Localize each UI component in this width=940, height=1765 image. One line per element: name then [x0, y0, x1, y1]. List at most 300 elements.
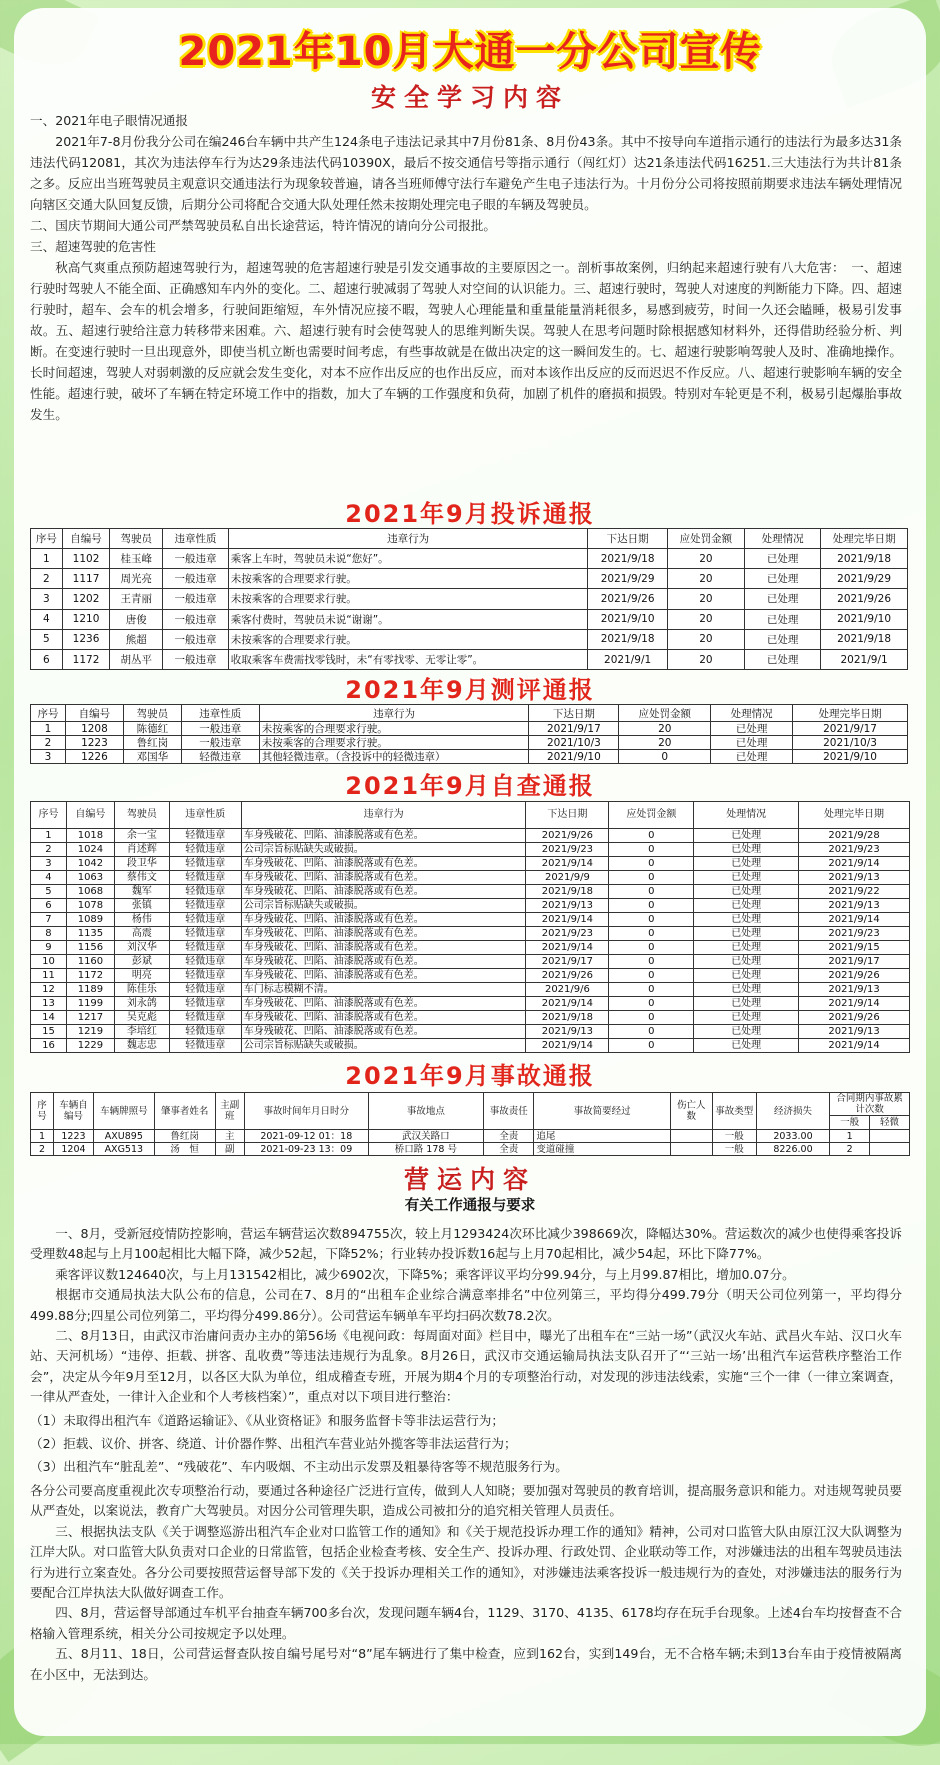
- table-cell: 0: [609, 829, 694, 843]
- table-cell: 2021/9/10: [588, 609, 667, 629]
- table-cell: 轻微违章: [169, 899, 241, 913]
- table-cell: 已处理: [694, 941, 799, 955]
- column-header: 下达日期: [526, 802, 609, 829]
- table-cell: 车身残破花、凹陷、油漆脱落或有色差。: [241, 997, 526, 1011]
- column-header: 下达日期: [529, 705, 619, 722]
- column-header: 事故地点: [368, 1093, 483, 1130]
- column-header: 驾驶员: [123, 705, 181, 722]
- table-cell: 鲁红岗: [123, 736, 181, 750]
- selfcheck-body: [31, 829, 910, 1053]
- table-cell: 高震: [114, 927, 169, 941]
- column-header: 处理情况: [711, 705, 793, 722]
- table-cell: 轻微违章: [169, 829, 241, 843]
- table-cell: 1042: [66, 857, 114, 871]
- table-row: [31, 955, 910, 969]
- operations-paragraph: 各分公司要高度重视此次专项整治行动，要通过各种途径广泛进行宣传，做到人人知晓；要加强对驾驶员的教育培训，提高服务意识和能力。对违规驾驶员要从严查处，以案说法，教育广大驾驶员。对因分公司管理失职，造成公司被扣分的追究相关管理人员责任。: [30, 1482, 902, 1519]
- table-cell: 收取乘客车费需找零钱时，未“有零找零、无零让零”。: [228, 649, 588, 669]
- table-cell: 已处理: [711, 750, 793, 764]
- table-cell: 1172: [62, 649, 110, 669]
- table-cell: 20: [667, 589, 744, 609]
- table-cell: 车身残破花、凹陷、油漆脱落或有色差。: [241, 941, 526, 955]
- complaints-body: [31, 549, 908, 670]
- table-cell: 张镇: [114, 899, 169, 913]
- table-cell: 1223: [54, 1130, 94, 1143]
- column-header: 违章性质: [181, 705, 259, 722]
- table-cell: 未按乘客的合理要求行驶。: [259, 736, 529, 750]
- table-cell: 桥口路 178 号: [368, 1143, 483, 1156]
- table-cell: 乘客上车时，驾驶员未说“您好”。: [228, 549, 588, 569]
- table-cell: 2021/9/14: [799, 1039, 910, 1053]
- safety-paragraph: 2021年7-8月份我分公司在编246台车辆中共产生124条电子违法记录其中7月份81条、8月份43条。其中不按导向车道指示通行的违法行为最多达31条违法代码12081，其次为违法停车行为达29条违法代码10390X，最后不按交通信号等指示通行（闯红灯）达21条违法代码16251.三大违法行为共计81条之多。反应出当班驾驶员主观意识交通违法行为现象较普遍，请各当班师傅守法行车避免产生电子违法行为。十月份分公司将按照前期要求违法车辆处理情况向辖区交通大队回复反馈，后期分公司将配合交通大队处理任然未按期处理完电子眼的车辆及驾驶员。: [30, 134, 902, 212]
- table-cell: 2021/9/6: [526, 983, 609, 997]
- table-cell: 轻微违章: [169, 997, 241, 1011]
- table-cell: 2021/9/13: [526, 899, 609, 913]
- table-cell: 蔡伟文: [114, 871, 169, 885]
- table-cell: 已处理: [745, 609, 821, 629]
- column-header: 事故时间年月日时分: [244, 1093, 368, 1130]
- table-cell: 2021/9/17: [529, 722, 619, 736]
- table-cell: 2021/9/18: [526, 1011, 609, 1025]
- table-cell: 已处理: [694, 913, 799, 927]
- table-cell: 4: [31, 871, 67, 885]
- table-cell: 2021/9/29: [821, 569, 908, 589]
- table-cell: 0: [619, 750, 711, 764]
- table-cell: 已处理: [694, 871, 799, 885]
- table-cell: 已处理: [694, 955, 799, 969]
- operations-paragraph: （2）拒载、议价、拼客、绕道、计价器作弊、出租汽车营业站外揽客等非法运营行为；: [30, 1436, 517, 1452]
- column-header: 序号: [31, 1093, 54, 1130]
- table-cell: 1068: [66, 885, 114, 899]
- table-cell: 车身残破花、凹陷、油漆脱落或有色差。: [241, 913, 526, 927]
- table-cell: 2021/9/17: [799, 955, 910, 969]
- table-cell: 轻微违章: [169, 913, 241, 927]
- table-cell: 2: [830, 1143, 870, 1156]
- table-row: [31, 969, 910, 983]
- table-cell: 已处理: [745, 629, 821, 649]
- table-cell: 2021/9/18: [588, 629, 667, 649]
- column-header: 违章性质: [163, 529, 229, 549]
- table-cell: 1135: [66, 927, 114, 941]
- table-cell: 2021/9/17: [793, 722, 908, 736]
- table-cell: 其他轻微违章。（含投诉中的轻微违章）: [259, 750, 529, 764]
- table-row: [31, 1011, 910, 1025]
- table-cell: 3: [31, 750, 66, 764]
- table-row: [31, 750, 908, 764]
- table-cell: 轻微违章: [169, 941, 241, 955]
- table-cell: 已处理: [745, 649, 821, 669]
- table-cell: 20: [619, 736, 711, 750]
- table-cell: 5: [31, 885, 67, 899]
- table-cell: 20: [619, 722, 711, 736]
- table-cell: 已处理: [694, 843, 799, 857]
- table-cell: 0: [609, 941, 694, 955]
- table-cell: 全责: [484, 1130, 534, 1143]
- table-cell: 全责: [484, 1143, 534, 1156]
- table-cell: 杨伟: [114, 913, 169, 927]
- table-cell: 已处理: [711, 722, 793, 736]
- table-row: [31, 569, 908, 589]
- complaints-table: [30, 528, 908, 670]
- column-header: 自编号: [65, 705, 123, 722]
- safety-paragraph: 二、国庆节期间大通公司严禁驾驶员私自出长途营运，特许情况的请向分公司报批。: [30, 218, 496, 233]
- operations-paragraph: 根据市交通局执法大队公布的信息，公司在7、8月的“出租车企业综合满意率排名”中位列第三，平均得分499.79分（明天公司位列第一，平均得分499.88分;四星公司位列第二，平均得分499.86分）。公司营运车辆单车平均扫码次数78.2次。: [30, 1287, 902, 1323]
- column-header: 事故类型: [712, 1093, 756, 1130]
- table-cell: 2021/9/1: [821, 649, 908, 669]
- column-header: 经济损失: [756, 1093, 829, 1130]
- column-header: 序号: [31, 529, 63, 549]
- table-cell: 10: [31, 955, 67, 969]
- table-cell: 车身残破花、凹陷、油漆脱落或有色差。: [241, 829, 526, 843]
- table-cell: 1117: [62, 569, 110, 589]
- table-cell: 11: [31, 969, 67, 983]
- table-cell: 轻微违章: [169, 955, 241, 969]
- table-cell: 0: [609, 899, 694, 913]
- table-cell: 2021/9/10: [529, 750, 619, 764]
- table-cell: 20: [667, 629, 744, 649]
- table-cell: 2021/9/1: [588, 649, 667, 669]
- operations-paragraph: 一、8月，受新冠疫情防控影响，营运车辆营运次数894755次，较上月1293424次环比减少398669次，降幅达30%。营运数次的减少也使得乘客投诉受理数48起与上月100起相比大幅下降，减少52起，下降52%；行业转办投诉数16起与上月70起相比，减少54起，环比下降77%。: [30, 1226, 902, 1262]
- column-header: 车辆自编号: [54, 1093, 94, 1130]
- table-row: [31, 913, 910, 927]
- column-header: 伤亡人数: [670, 1093, 712, 1130]
- table-cell: 2021/9/13: [799, 983, 910, 997]
- table-cell: 车身残破花、凹陷、油漆脱落或有色差。: [241, 885, 526, 899]
- table-cell: 9: [31, 941, 67, 955]
- table-cell: 轻微违章: [169, 969, 241, 983]
- table-cell: 未按乘客的合理要求行驶。: [259, 722, 529, 736]
- table-cell: 已处理: [694, 983, 799, 997]
- table-cell: 20: [667, 609, 744, 629]
- column-header: 车辆牌照号: [93, 1093, 154, 1130]
- table-cell: 2021/9/10: [821, 609, 908, 629]
- operations-subtitle: 有关工作通报与要求: [404, 1198, 536, 1214]
- table-cell: 1236: [62, 629, 110, 649]
- table-cell: 1: [31, 1130, 54, 1143]
- table-header-row: [31, 705, 908, 722]
- column-header: 处理完毕日期: [799, 802, 910, 829]
- operations-paragraph: 二、8月13日，由武汉市治庸问责办主办的第56场《电视问政：每周面对面》栏目中，曝光了出租车在“三站一场”（武汉火车站、武昌火车站、汉口火车站、天河机场）“违停、拒载、拼客、乱收费”等违法违规行为乱象。8月26日，武汉市交通运输局执法支队召开了“‘三站一场’出租汽车运营秩序整治工作会”，决定从今年9月至12月，以各区大队为单位，组成稽查专班，开展为期4个月的专项整治行动，对发现的涉违法线索，实施“三个一律（一律立案调查，一律从严查处，一律计入企业和个人考核档案）”，重点对以下项目进行整治：: [30, 1328, 902, 1405]
- operations-paragraph: （1）未取得出租汽车《道路运输证》、《从业资格证》和服务监督卡等非法运营行为；: [30, 1412, 504, 1428]
- table-cell: 轻微违章: [169, 885, 241, 899]
- table-cell: 2021/9/26: [588, 589, 667, 609]
- table-cell: 武汉关路口: [368, 1130, 483, 1143]
- table-cell: 胡丛平: [110, 649, 163, 669]
- table-cell: 已处理: [694, 927, 799, 941]
- table-cell: 2021/10/3: [529, 736, 619, 750]
- table-row: [31, 1130, 910, 1143]
- table-cell: 2: [31, 736, 66, 750]
- table-cell: 8: [31, 927, 67, 941]
- table-cell: 2021/9/26: [799, 1011, 910, 1025]
- table-row: [31, 1039, 910, 1053]
- table-cell: 1156: [66, 941, 114, 955]
- table-cell: 0: [609, 1025, 694, 1039]
- column-header: 事故责任: [484, 1093, 534, 1130]
- table-cell: 车身残破花、凹陷、油漆脱落或有色差。: [241, 969, 526, 983]
- operations-paragraph: 四、8月，营运督导部通过车机平台抽查车辆700多台次，发现问题车辆4台，1129、3170、4135、6178均存在玩手台现象。上述4台车均按督查不合格输入管理系统，相关分公司按规定予以处理。: [30, 1605, 902, 1641]
- table-cell: 0: [609, 1011, 694, 1025]
- table-cell: 陈佳乐: [114, 983, 169, 997]
- column-header: 肇事者姓名: [154, 1093, 215, 1130]
- accidents-body: [31, 1130, 910, 1156]
- table-cell: 公司宗旨标贴缺失或破损。: [241, 1039, 526, 1053]
- table-row: [31, 829, 910, 843]
- safety-paragraph: 秋高气爽重点预防超速驾驶行为，超速驾驶的危害超速行驶是引发交通事故的主要原因之一。剖析事故案例，归纳起来超速行驶有八大危害： 一、超速行驶时驾驶人不能全面、正确感知车内外的变化。二、超速行驶减弱了驾驶人对空间的认识能力。三、超速行驶时，驾驶人对速度的判断能力下降。四、超速行驶时，超车、会车的机会增多，行驶间距缩短，车外情况应接不暇，驾驶人心理能量和重量能量消耗很多，易感到疲劳，时间一久还会瞌睡，极易引发事故。五、超速行驶给注意力转移带来困难。六、超速行驶有时会使驾驶人的思维判断失误。驾驶人在思考问题时除根据感知材料外，还得借助经验分析、判断。在变速行驶时一旦出现意外，即使当机立断也需要时间考虑，有些事故就是在做出决定的这一瞬间发生的。七、超速行驶影响驾驶人及时、准确地操作。长时间超速，驾驶人对弱刺激的反应就会发生变化，对本不应作出反应的也作出反应，而对本该作出反应的反而迟迟不作反应。八、超速行驶影响车辆的安全性能。超速行驶，破坏了车辆在特定环境工作中的指数，加大了车辆的工作强度和负荷，加剧了机件的磨损和损毁。特别对车轮更是不利，极易引起爆胎事故发生。: [30, 260, 902, 422]
- column-header: 主副班: [215, 1093, 244, 1130]
- table-header-row: [31, 802, 910, 829]
- table-cell: 鲁红岗: [154, 1130, 215, 1143]
- table-cell: 2021/9/13: [799, 871, 910, 885]
- table-cell: 2021/9/14: [526, 913, 609, 927]
- table-cell: 未按乘客的合理要求行驶。: [228, 629, 588, 649]
- table-row: [31, 609, 908, 629]
- table-cell: [870, 1130, 910, 1143]
- safety-paragraph: 三、超速驾驶的危害性: [30, 239, 156, 254]
- table-cell: 魏志忠: [114, 1039, 169, 1053]
- table-cell: 7: [31, 913, 67, 927]
- table-cell: 2021/9/17: [526, 955, 609, 969]
- table-cell: 1: [31, 549, 63, 569]
- table-cell: [670, 1130, 712, 1143]
- table-cell: [870, 1143, 910, 1156]
- table-cell: 轻微违章: [169, 1039, 241, 1053]
- table-cell: 一般违章: [181, 722, 259, 736]
- table-cell: 2021/9/13: [526, 1025, 609, 1039]
- table-cell: [670, 1143, 712, 1156]
- table-cell: 已处理: [694, 829, 799, 843]
- table-cell: 一般违章: [163, 649, 229, 669]
- accidents-title: 2021年9月事故通报: [345, 1062, 595, 1090]
- column-subheader: 一般: [830, 1116, 870, 1130]
- ratings-table: [30, 704, 908, 764]
- column-header: 应处罚金额: [619, 705, 711, 722]
- table-cell: 2021/9/14: [526, 941, 609, 955]
- table-cell: 汤 恒: [154, 1143, 215, 1156]
- column-header: 合同期内事故累计次数: [830, 1093, 910, 1116]
- table-cell: 2021-09-12 01：18: [244, 1130, 368, 1143]
- table-header-row: [31, 1093, 910, 1116]
- table-cell: 段卫华: [114, 857, 169, 871]
- table-cell: 2021/10/3: [793, 736, 908, 750]
- table-cell: 已处理: [694, 969, 799, 983]
- table-cell: 0: [609, 955, 694, 969]
- table-cell: 1204: [54, 1143, 94, 1156]
- table-cell: 公司宗旨标贴缺失或破损。: [241, 843, 526, 857]
- table-cell: 未按乘客的合理要求行驶。: [228, 589, 588, 609]
- table-cell: 熊超: [110, 629, 163, 649]
- main-title: 2021年10月大通一分公司宣传: [178, 29, 762, 75]
- table-cell: 0: [609, 997, 694, 1011]
- table-cell: 1226: [65, 750, 123, 764]
- table-cell: 轻微违章: [169, 1011, 241, 1025]
- table-cell: 一般: [712, 1130, 756, 1143]
- selfcheck-title: 2021年9月自查通报: [345, 772, 595, 800]
- column-header: 事故简要经过: [534, 1093, 670, 1130]
- table-row: [31, 843, 910, 857]
- table-cell: 乘客付费时，驾驶员未说“谢谢”。: [228, 609, 588, 629]
- table-cell: 2: [31, 843, 67, 857]
- table-cell: 2021/9/23: [799, 843, 910, 857]
- table-row: [31, 857, 910, 871]
- table-cell: 变道碰撞: [534, 1143, 670, 1156]
- table-cell: 唐俊: [110, 609, 163, 629]
- table-cell: 1: [31, 722, 66, 736]
- column-subheader: 轻微: [870, 1116, 910, 1130]
- table-cell: AXG513: [93, 1143, 154, 1156]
- safety-section-title: 安全学习内容: [370, 83, 569, 112]
- table-cell: 彭斌: [114, 955, 169, 969]
- table-cell: 1: [830, 1130, 870, 1143]
- table-cell: 车门标志模糊不清。: [241, 983, 526, 997]
- table-cell: 20: [667, 649, 744, 669]
- table-cell: 2021/9/28: [799, 829, 910, 843]
- table-cell: 刘永鸽: [114, 997, 169, 1011]
- table-cell: 魏军: [114, 885, 169, 899]
- table-row: [31, 736, 908, 750]
- table-cell: 已处理: [711, 736, 793, 750]
- table-cell: 轻微违章: [169, 843, 241, 857]
- column-header: 处理完毕日期: [793, 705, 908, 722]
- table-row: [31, 649, 908, 669]
- column-header: 自编号: [66, 802, 114, 829]
- table-cell: 轻微违章: [169, 871, 241, 885]
- safety-paragraph: 一、2021年电子眼情况通报: [30, 113, 188, 128]
- table-cell: 20: [667, 569, 744, 589]
- table-row: [31, 722, 908, 736]
- table-cell: 周光亮: [110, 569, 163, 589]
- ratings-title: 2021年9月测评通报: [345, 676, 595, 704]
- column-header: 违章行为: [228, 529, 588, 549]
- table-cell: 2021/9/18: [526, 885, 609, 899]
- operations-paragraph: （3）出租汽车“脏乱差”、“残破花”、车内吸烟、不主动出示发票及粗暴待客等不规范服务行为。: [30, 1459, 568, 1475]
- table-cell: 一般违章: [163, 569, 229, 589]
- table-cell: 吴克彪: [114, 1011, 169, 1025]
- column-header: 处理情况: [694, 802, 799, 829]
- table-cell: 1210: [62, 609, 110, 629]
- operations-paragraph: 五、8月11、18日，公司营运督查队按自编号尾号对“8”尾车辆进行了集中检查，应到162台，实到149台，无不合格车辆;未到13台车由于疫情被隔离在小区中，无法到达。: [30, 1646, 902, 1682]
- table-cell: 轻微违章: [169, 983, 241, 997]
- table-cell: 邓国华: [123, 750, 181, 764]
- table-cell: 已处理: [694, 857, 799, 871]
- table-cell: 1202: [62, 589, 110, 609]
- table-row: [31, 997, 910, 1011]
- operations-paragraph: 三、根据执法支队《关于调整巡游出租汽车企业对口监管工作的通知》和《关于规范投诉办理工作的通知》精神，公司对口监管大队由原江汉大队调整为江岸大队。对口监管大队负责对口企业的日常监管，包括企业检查考核、安全生产、投诉办理、行政处罚、企业联动等工作，对涉嫌违法的出租车驾驶员违法行为进行立案查处。各分公司要按照营运督导部下发的《关于投诉办理相关工作的通知》，对涉嫌违法乘客投诉一般违规行为的查处，对涉嫌违法的服务行为要配合江岸执法大队做好调查工作。: [30, 1523, 902, 1600]
- table-cell: 明亮: [114, 969, 169, 983]
- table-cell: 0: [609, 871, 694, 885]
- table-cell: 一般违章: [163, 629, 229, 649]
- table-cell: 1102: [62, 549, 110, 569]
- table-cell: 0: [609, 1039, 694, 1053]
- table-cell: 13: [31, 997, 67, 1011]
- table-cell: 车身残破花、凹陷、油漆脱落或有色差。: [241, 955, 526, 969]
- table-cell: 2021/9/23: [526, 843, 609, 857]
- table-row: [31, 941, 910, 955]
- table-cell: 2021/9/18: [588, 549, 667, 569]
- table-row: [31, 885, 910, 899]
- column-header: 处理情况: [745, 529, 821, 549]
- operations-text: [30, 1224, 902, 1685]
- table-header-row: [31, 529, 908, 549]
- table-cell: 已处理: [694, 885, 799, 899]
- table-cell: 轻微违章: [169, 927, 241, 941]
- table-row: [31, 899, 910, 913]
- table-cell: 15: [31, 1025, 67, 1039]
- table-cell: 2021/9/26: [821, 589, 908, 609]
- table-cell: 5: [31, 629, 63, 649]
- table-cell: 李培红: [114, 1025, 169, 1039]
- table-cell: 16: [31, 1039, 67, 1053]
- table-cell: 1: [31, 829, 67, 843]
- table-cell: 2021/9/14: [526, 857, 609, 871]
- table-cell: 2021/9/13: [799, 899, 910, 913]
- table-cell: 0: [609, 885, 694, 899]
- column-header: 应处罚金额: [667, 529, 744, 549]
- column-header: 序号: [31, 705, 66, 722]
- table-cell: AXU895: [93, 1130, 154, 1143]
- operations-section-title: 营运内容: [403, 1165, 536, 1194]
- table-cell: 2: [31, 569, 63, 589]
- table-cell: 车身残破花、凹陷、油漆脱落或有色差。: [241, 857, 526, 871]
- table-cell: 0: [609, 913, 694, 927]
- table-cell: 1189: [66, 983, 114, 997]
- table-cell: 陈德红: [123, 722, 181, 736]
- table-cell: 0: [609, 969, 694, 983]
- table-cell: 6: [31, 649, 63, 669]
- table-cell: 副: [215, 1143, 244, 1156]
- table-cell: 已处理: [694, 997, 799, 1011]
- table-cell: 0: [609, 843, 694, 857]
- table-cell: 2: [31, 1143, 54, 1156]
- table-cell: 刘汉华: [114, 941, 169, 955]
- table-cell: 一般: [712, 1143, 756, 1156]
- column-header: 违章性质: [169, 802, 241, 829]
- table-cell: 6: [31, 899, 67, 913]
- table-cell: 3: [31, 857, 67, 871]
- table-cell: 已处理: [694, 1011, 799, 1025]
- table-cell: 轻微违章: [169, 857, 241, 871]
- table-cell: 1063: [66, 871, 114, 885]
- table-cell: 一般违章: [163, 549, 229, 569]
- table-cell: 3: [31, 589, 63, 609]
- table-cell: 2033.00: [756, 1130, 829, 1143]
- table-cell: 2021/9/29: [588, 569, 667, 589]
- table-cell: 轻微违章: [169, 1025, 241, 1039]
- table-cell: 车身残破花、凹陷、油漆脱落或有色差。: [241, 1011, 526, 1025]
- table-cell: 2021/9/15: [799, 941, 910, 955]
- table-cell: 2021/9/14: [526, 997, 609, 1011]
- table-cell: 未按乘客的合理要求行驶。: [228, 569, 588, 589]
- table-cell: 2021/9/14: [799, 997, 910, 1011]
- selfcheck-table: [30, 801, 910, 1053]
- table-cell: 车身残破花、凹陷、油漆脱落或有色差。: [241, 927, 526, 941]
- table-row: [31, 589, 908, 609]
- table-cell: 2021/9/14: [799, 857, 910, 871]
- table-cell: 2021/9/18: [821, 549, 908, 569]
- column-header: 驾驶员: [114, 802, 169, 829]
- column-header: 驾驶员: [110, 529, 163, 549]
- table-cell: 2021/9/23: [799, 927, 910, 941]
- table-cell: 0: [609, 857, 694, 871]
- table-cell: 追尾: [534, 1130, 670, 1143]
- table-row: [31, 871, 910, 885]
- table-cell: 一般违章: [163, 609, 229, 629]
- table-cell: 2021/9/23: [526, 927, 609, 941]
- table-cell: 8226.00: [756, 1143, 829, 1156]
- table-cell: 2021/9/14: [526, 1039, 609, 1053]
- table-cell: 公司宗旨标贴缺失或破损。: [241, 899, 526, 913]
- table-cell: 车身残破花、凹陷、油漆脱落或有色差。: [241, 1025, 526, 1039]
- column-header: 序号: [31, 802, 67, 829]
